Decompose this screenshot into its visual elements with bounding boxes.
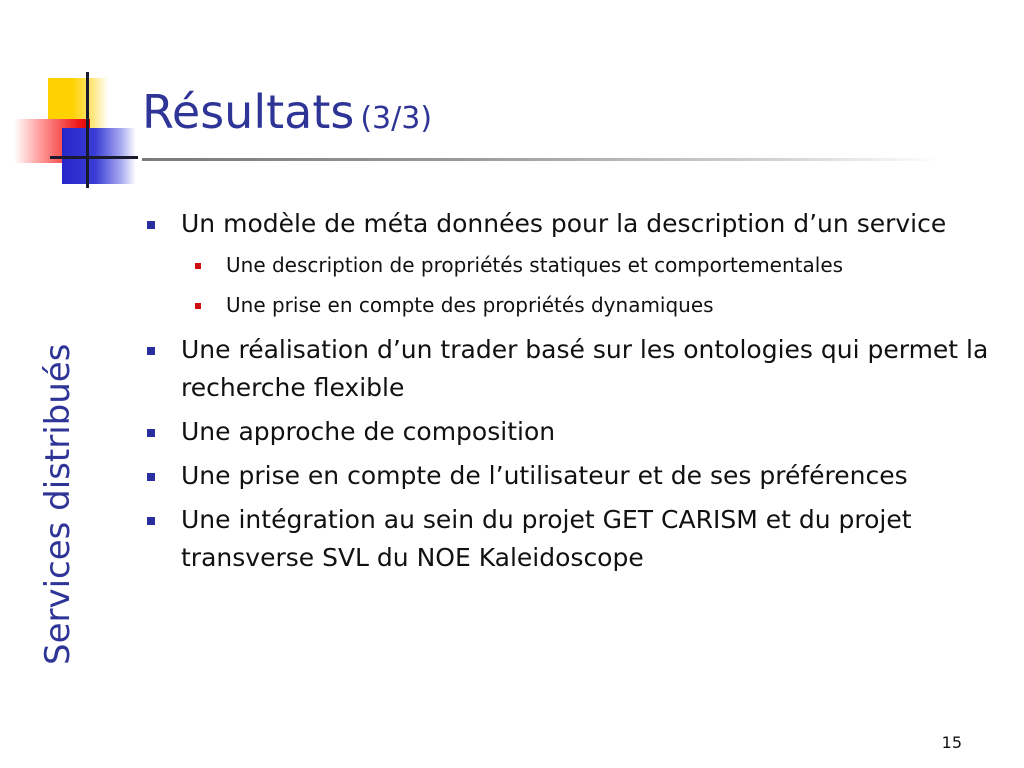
bullet-item (143, 331, 1005, 407)
bullet-item (143, 457, 1005, 495)
square-bullet-icon (147, 517, 155, 525)
logo-horizontal-line (50, 156, 138, 159)
slide-title-text: Résultats (142, 85, 355, 139)
page-number: 15 (941, 733, 962, 752)
slide-title (142, 84, 432, 147)
square-bullet-icon (147, 429, 155, 437)
corner-logo-icon (0, 0, 150, 200)
bullet-item (143, 501, 1005, 577)
slide-title-suffix: (3/3) (360, 101, 433, 136)
bullet-text: Une approche de composition (181, 417, 556, 446)
bullet-item (143, 205, 1005, 243)
square-bullet-icon (147, 347, 155, 355)
square-bullet-icon (147, 221, 155, 229)
sub-bullet-list (143, 249, 1005, 321)
sub-bullet-item (143, 289, 1005, 321)
side-label: Services distribués (38, 343, 78, 665)
sub-bullet-item (143, 249, 1005, 281)
bullet-text: Une prise en compte de l’utilisateur et de ses préférences (181, 461, 908, 490)
small-square-bullet-icon (195, 303, 201, 309)
bullet-item (143, 413, 1005, 451)
sub-bullet-text: Une description de propriétés statiques et comportementales (226, 253, 844, 277)
sub-bullet-text: Une prise en compte des propriétés dynamiques (226, 293, 714, 317)
bullet-text: Un modèle de méta données pour la description d’un service (181, 209, 947, 238)
bullet-text: Une réalisation d’un trader basé sur les ontologies qui permet la recherche flexible (181, 335, 989, 402)
small-square-bullet-icon (195, 263, 201, 269)
bullet-list (143, 205, 1005, 583)
bullet-text: Une intégration au sein du projet GET CARISM et du projet transverse SVL du NOE Kaleidoscope (181, 505, 912, 572)
logo-vertical-line (86, 72, 89, 188)
square-bullet-icon (147, 473, 155, 481)
title-underline (142, 158, 942, 161)
